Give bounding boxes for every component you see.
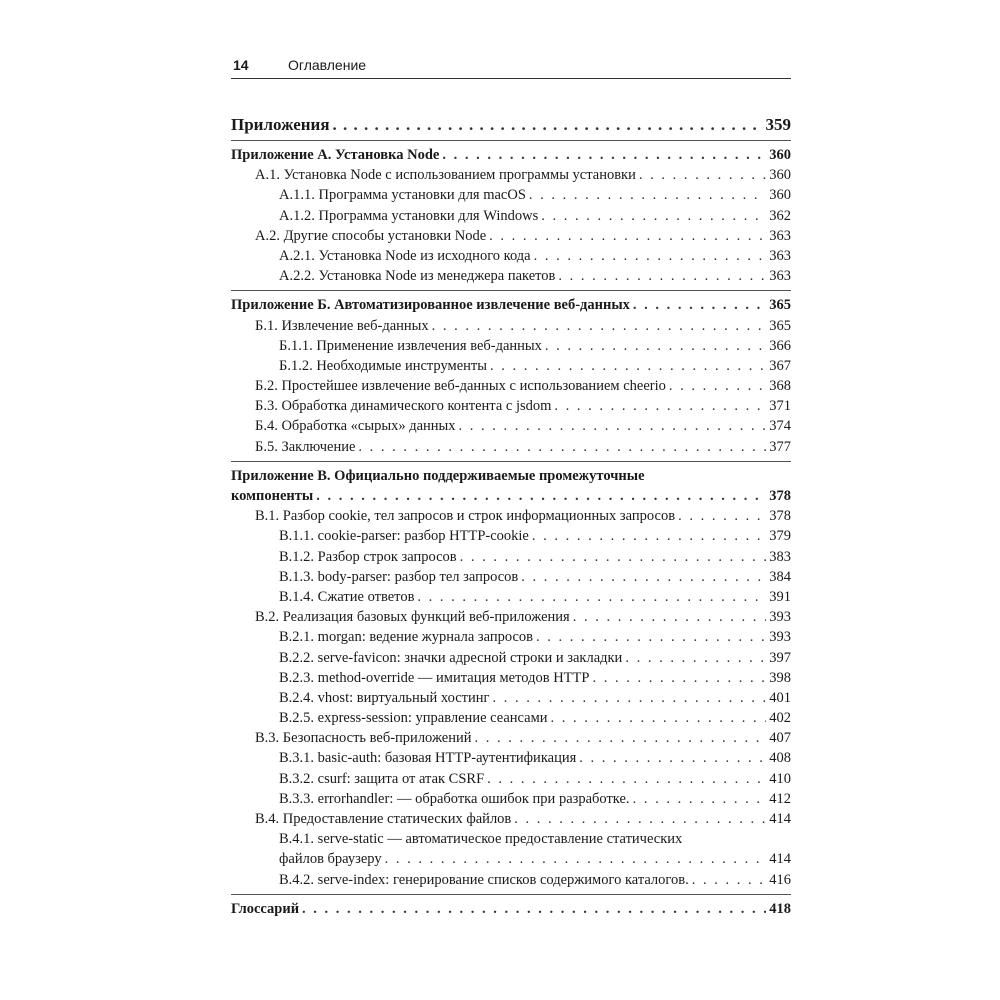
dot-leader bbox=[625, 648, 766, 668]
dot-leader bbox=[487, 769, 766, 789]
dot-leader bbox=[521, 567, 766, 587]
dot-leader bbox=[529, 185, 766, 205]
toc-entry-page: 360 bbox=[769, 167, 791, 184]
toc-entry[interactable] bbox=[231, 607, 791, 627]
dot-leader bbox=[678, 506, 766, 526]
dot-leader bbox=[490, 356, 766, 376]
toc-entry-page: 365 bbox=[769, 297, 791, 314]
toc-entry-page: 414 bbox=[769, 851, 791, 868]
toc-entry[interactable] bbox=[231, 728, 791, 748]
toc-entry[interactable] bbox=[231, 547, 791, 567]
toc-entry-title: А.1.2. Программа установки для Windows bbox=[279, 207, 539, 224]
toc-entry-page: 416 bbox=[769, 871, 791, 888]
dot-leader bbox=[442, 145, 766, 165]
dot-leader bbox=[592, 668, 766, 688]
toc-entry-page: 412 bbox=[769, 790, 791, 807]
dot-leader bbox=[554, 396, 766, 416]
toc-entry[interactable] bbox=[231, 416, 791, 436]
toc-entry-page: 378 bbox=[769, 488, 791, 504]
dot-leader bbox=[558, 266, 766, 286]
dot-leader bbox=[459, 416, 767, 436]
toc-entry[interactable] bbox=[231, 809, 791, 829]
toc-entry-page: 414 bbox=[769, 811, 791, 827]
dot-leader bbox=[534, 246, 767, 266]
dot-leader bbox=[545, 336, 766, 356]
toc-entry[interactable] bbox=[231, 668, 791, 688]
dot-leader bbox=[633, 789, 767, 809]
toc-entry-page: 368 bbox=[769, 378, 791, 395]
divider bbox=[231, 894, 791, 895]
toc-entry[interactable] bbox=[231, 206, 791, 226]
toc-entry-page: 393 bbox=[769, 609, 791, 626]
toc-entry-title: В.3.1. basic-auth: базовая HTTP-аутентификация bbox=[279, 750, 577, 767]
running-title: Оглавление bbox=[288, 57, 367, 73]
toc-entry[interactable] bbox=[231, 648, 791, 668]
toc-entry-title: А.1.1. Программа установки для macOS bbox=[279, 187, 526, 204]
toc-entry-title: Б.2. Простейшее извлечение веб-данных с использованием cheerio bbox=[255, 378, 666, 395]
dot-leader bbox=[692, 870, 767, 890]
toc-entry[interactable] bbox=[231, 437, 791, 457]
toc-entry-page: 362 bbox=[769, 207, 791, 224]
toc-entry-page: 393 bbox=[769, 629, 791, 646]
toc-entry-title: А.2.1. Установка Node из исходного кода bbox=[279, 247, 531, 264]
toc-appendix-b[interactable] bbox=[231, 295, 791, 315]
dot-leader bbox=[316, 486, 766, 506]
toc-entry[interactable] bbox=[231, 567, 791, 587]
toc-entry-page: 408 bbox=[769, 750, 791, 767]
toc-entry-page: 407 bbox=[769, 730, 791, 747]
toc-entry-title: Б.3. Обработка динамического контента с jsdom bbox=[255, 398, 552, 415]
toc-entry[interactable] bbox=[231, 688, 791, 708]
toc-entry[interactable] bbox=[231, 506, 791, 526]
toc-entry[interactable] bbox=[231, 789, 791, 809]
toc-entry-title: В.1.4. Сжатие ответов bbox=[279, 588, 415, 605]
dot-leader bbox=[302, 899, 766, 919]
toc-entry-title: Б.5. Заключение bbox=[255, 438, 356, 455]
divider bbox=[231, 290, 791, 291]
toc-entry-title: Б.4. Обработка «сырых» данных bbox=[255, 418, 456, 435]
dot-leader bbox=[532, 526, 766, 546]
table-of-contents bbox=[231, 112, 791, 919]
toc-entry-title: Приложение Б. Автоматизированное извлечение веб-данных bbox=[231, 297, 630, 314]
toc-entry[interactable] bbox=[231, 376, 791, 396]
toc-entry-wrapped-line[interactable]: В.4.1. serve-static — автоматическое предоставление статических bbox=[279, 831, 683, 848]
toc-entry[interactable] bbox=[231, 748, 791, 768]
toc-appendix-a[interactable] bbox=[231, 145, 791, 165]
toc-entry-page: 401 bbox=[769, 689, 791, 706]
toc-entry[interactable] bbox=[231, 849, 791, 869]
toc-entry-page: 360 bbox=[769, 147, 791, 163]
dot-leader bbox=[536, 627, 766, 647]
toc-entry-title: В.1. Разбор cookie, тел запросов и строк информационных запросов bbox=[255, 508, 676, 525]
dot-leader bbox=[474, 728, 766, 748]
toc-entry-page: 418 bbox=[769, 900, 791, 917]
divider bbox=[231, 140, 791, 141]
toc-entry[interactable] bbox=[231, 246, 791, 266]
toc-entry[interactable] bbox=[231, 769, 791, 789]
dot-leader bbox=[573, 607, 767, 627]
dot-leader bbox=[489, 226, 766, 246]
toc-entry-page: 384 bbox=[769, 568, 791, 585]
dot-leader bbox=[541, 206, 766, 226]
toc-entry-page: 378 bbox=[769, 508, 791, 525]
toc-entry-page: 371 bbox=[769, 398, 791, 415]
dot-leader bbox=[358, 437, 766, 457]
toc-entry-title: В.3.3. errorhandler: — обработка ошибок при разработке. bbox=[279, 790, 630, 807]
toc-entry-title: В.1.1. cookie-parser: разбор HTTP-cookie bbox=[279, 528, 529, 545]
dot-leader bbox=[639, 165, 766, 185]
toc-entry[interactable] bbox=[231, 185, 791, 205]
toc-entry[interactable] bbox=[231, 165, 791, 185]
dot-leader bbox=[551, 708, 767, 728]
toc-entry-page: 383 bbox=[769, 548, 791, 565]
toc-entry-page: 379 bbox=[769, 528, 791, 545]
dot-leader bbox=[514, 809, 766, 829]
toc-entry-page: 363 bbox=[769, 247, 791, 264]
toc-glossary[interactable] bbox=[231, 899, 791, 919]
toc-entry-title: В.4. Предоставление статических файлов bbox=[255, 811, 512, 827]
dot-leader bbox=[492, 688, 766, 708]
toc-entry-title: В.2. Реализация базовых функций веб-приложения bbox=[255, 609, 570, 626]
toc-entry-title: А.2.2. Установка Node из менеджера пакетов bbox=[279, 268, 556, 285]
toc-entry-page: 377 bbox=[769, 438, 791, 455]
toc-entry-title: Б.1.1. Применение извлечения веб-данных bbox=[279, 337, 542, 354]
toc-entry-page: 398 bbox=[769, 669, 791, 686]
toc-entry-title: В.2.4. vhost: виртуальный хостинг bbox=[279, 689, 490, 706]
toc-entry-title: Б.1. Извлечение веб-данных bbox=[255, 317, 429, 334]
toc-entry-page: 365 bbox=[769, 317, 791, 334]
page-number: 14 bbox=[233, 57, 249, 73]
toc-entry-page: 397 bbox=[769, 649, 791, 666]
toc-entry[interactable] bbox=[231, 627, 791, 647]
divider bbox=[231, 461, 791, 462]
toc-entry-title: Приложение А. Установка Node bbox=[231, 147, 440, 163]
toc-entry-title: А.2. Другие способы установки Node bbox=[255, 227, 487, 244]
toc-entry-title: В.3.2. csurf: защита от атак CSRF bbox=[279, 770, 485, 787]
dot-leader bbox=[579, 748, 766, 768]
toc-entry-title: Б.1.2. Необходимые инструменты bbox=[279, 357, 487, 374]
toc-entry-page: 363 bbox=[769, 268, 791, 285]
toc-entry-title: Глоссарий bbox=[231, 900, 300, 917]
toc-entry[interactable] bbox=[231, 266, 791, 286]
toc-entry-title: В.1.2. Разбор строк запросов bbox=[279, 548, 457, 565]
toc-entry-title: В.3. Безопасность веб-приложений bbox=[255, 730, 472, 747]
toc-entry-page: 402 bbox=[769, 710, 791, 727]
toc-entry-page: 366 bbox=[769, 337, 791, 354]
dot-leader bbox=[633, 295, 766, 315]
toc-entry-title: файлов браузеру bbox=[279, 851, 382, 868]
toc-entry-title: Приложения bbox=[231, 115, 330, 134]
toc-entry[interactable] bbox=[231, 316, 791, 336]
toc-entry-title: В.2.5. express-session: управление сеансами bbox=[279, 710, 548, 727]
toc-entry[interactable] bbox=[231, 356, 791, 376]
dot-leader bbox=[669, 376, 766, 396]
toc-entry[interactable] bbox=[231, 587, 791, 607]
toc-entry-title: В.2.2. serve-favicon: значки адресной строки и закладки bbox=[279, 649, 623, 666]
toc-entry[interactable] bbox=[231, 708, 791, 728]
toc-entry-page: 363 bbox=[769, 227, 791, 244]
toc-entry-title: А.1. Установка Node с использованием программы установки bbox=[255, 167, 636, 184]
toc-entry[interactable] bbox=[231, 226, 791, 246]
toc-entry[interactable] bbox=[231, 336, 791, 356]
dot-leader bbox=[333, 112, 763, 138]
dot-leader bbox=[432, 316, 767, 336]
dot-leader bbox=[385, 849, 767, 869]
dot-leader bbox=[460, 547, 767, 567]
toc-entry[interactable] bbox=[231, 396, 791, 416]
toc-entry-page: 359 bbox=[765, 115, 791, 134]
toc-entry-page: 360 bbox=[769, 187, 791, 204]
toc-appendix-c-title-line[interactable]: Приложение В. Официально поддерживаемые промежуточные bbox=[231, 467, 645, 484]
toc-appendix-c[interactable] bbox=[231, 486, 791, 506]
toc-entry-page: 367 bbox=[769, 357, 791, 374]
toc-entry-page: 391 bbox=[769, 588, 791, 605]
toc-entry-title: В.1.3. body-parser: разбор тел запросов bbox=[279, 568, 519, 585]
toc-entry-title: В.2.1. morgan: ведение журнала запросов bbox=[279, 629, 534, 646]
running-header bbox=[231, 56, 791, 79]
toc-part-appendices[interactable] bbox=[231, 112, 791, 138]
toc-entry-page: 374 bbox=[769, 418, 791, 435]
dot-leader bbox=[417, 587, 766, 607]
toc-entry-title: В.4.2. serve-index: генерирование списков содержимого каталогов. bbox=[279, 871, 689, 888]
toc-entry-page: 410 bbox=[769, 770, 791, 787]
toc-entry-title: В.2.3. method-override — имитация методов HTTP bbox=[279, 669, 590, 686]
toc-entry-title: компоненты bbox=[231, 488, 314, 504]
toc-entry[interactable] bbox=[231, 870, 791, 890]
toc-entry[interactable] bbox=[231, 526, 791, 546]
